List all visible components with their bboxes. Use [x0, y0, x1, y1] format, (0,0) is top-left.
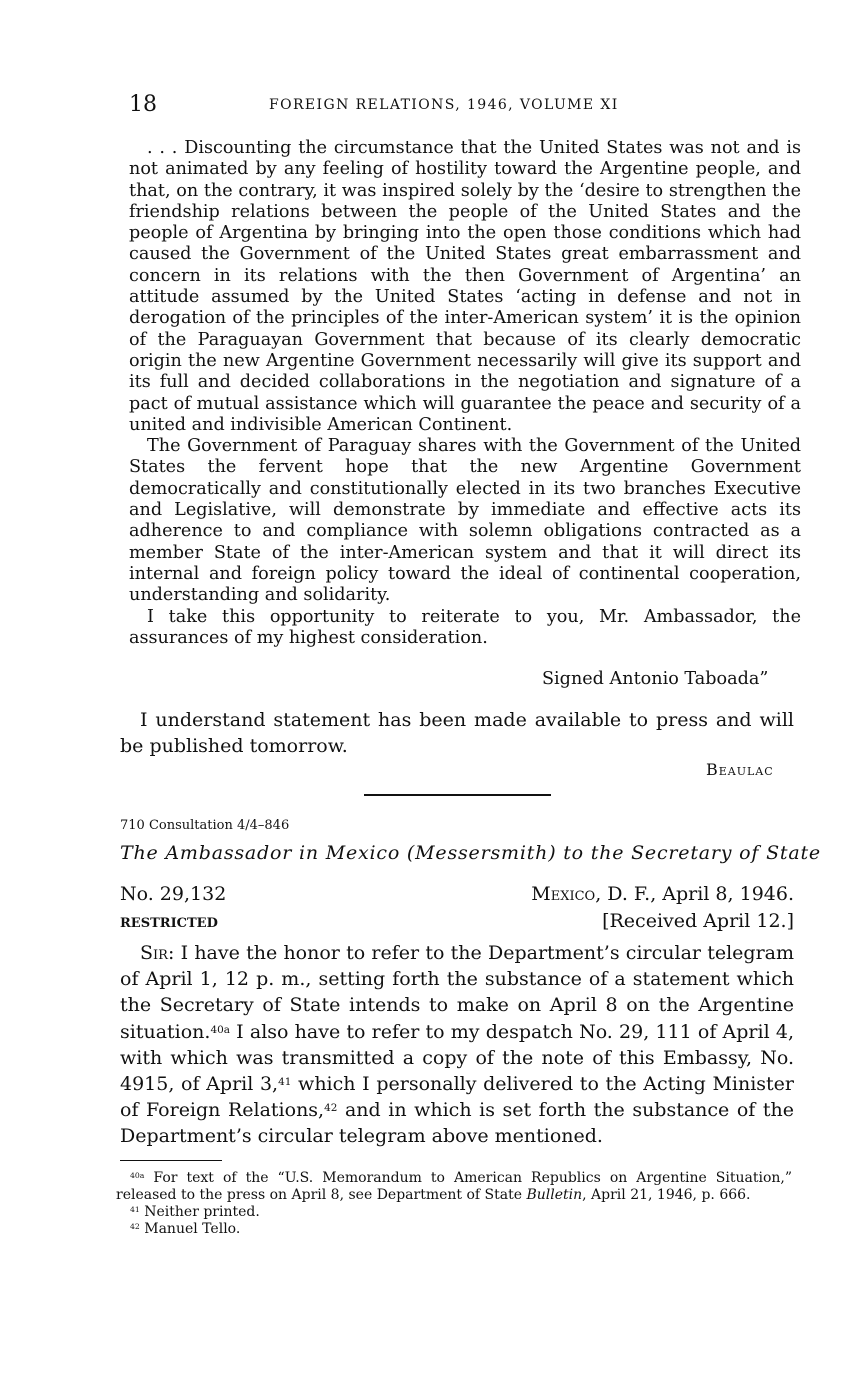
footnote-number: 41 — [130, 1205, 140, 1215]
footnote: $^{40a}$ For text of the “U.S. Memorandum to American Republics on Argentine Situation,” released to the press on April 8, see Department of State Bulletin, April 21, 1946, p. 666. — [116, 1170, 792, 1203]
footnote-divider — [120, 1160, 222, 1161]
footnote: $^{42}$ Manuel Tello. — [130, 1221, 241, 1237]
date: , D. F., April 8, 1946. — [595, 883, 794, 905]
sender-signoff: Beaulac — [706, 760, 774, 779]
footnote-ref: 41 — [278, 1075, 292, 1088]
place-date — [531, 883, 794, 905]
quote-paragraph: The Government of Paraguay shares with the Government of the United States the fervent hope that the new Argentine Government democratically and constitutionally elected in its two branches Executive and Legislative, will demonstrate by immediate and effective acts its adherence to and compliance with solemn obligations contracted as a member State of the inter-American system and that it will direct its internal and foreign policy toward the ideal of continental cooperation, understanding and solidarity. — [129, 436, 801, 606]
quote-signature: Signed Antonio Taboada” — [542, 669, 769, 689]
body-paragraph: Sir: I have the honor to refer to the Department’s circular telegram of April 1, 12 p. m., setting forth the substance of a statement which the Secretary of State intends to make on April 8 on the Argentine situation.$^{40a}$ I also have to refer to my despatch No. 29, 111 of April 4, with which was transmitted a copy of the note of this Embassy, No. 4915, of April 3,41 which I personally delivered to the Acting Minister of Foreign Relations,$^{42}$ and in which is set forth the substance of the Department’s circular telegram above mentioned. — [120, 942, 795, 1148]
document-number: No. 29,132 — [120, 883, 227, 905]
footnote-number: 40a — [130, 1171, 145, 1181]
footnote-number: 42 — [130, 1222, 140, 1232]
footnotes — [116, 1170, 792, 1238]
page-number: 18 — [129, 92, 157, 117]
running-head: FOREIGN RELATIONS, 1946, VOLUME XI — [269, 97, 619, 113]
place: Mexico — [531, 883, 596, 905]
document-reference: 710 Consultation 4/4–846 — [120, 818, 290, 833]
footnote-ref: 42 — [324, 1102, 338, 1114]
quoted-note — [129, 138, 801, 649]
publication-title: Bulletin — [526, 1187, 583, 1203]
footnote: $^{41}$ Neither printed. — [130, 1204, 260, 1220]
received-date: [Received April 12.] — [602, 910, 794, 932]
page-header — [129, 92, 669, 120]
classification-label: RESTRICTED — [120, 916, 218, 931]
statement-paragraph: I understand statement has been made available to press and will be published tomorrow. — [120, 709, 794, 757]
quote-paragraph: I take this opportunity to reiterate to you, Mr. Ambassador, the assurances of my highest consideration. — [129, 606, 801, 648]
document-title: The Ambassador in Mexico (Messersmith) to the Secretary of State — [120, 842, 821, 864]
section-divider — [364, 794, 551, 796]
quote-paragraph: . . . Discounting the circumstance that the United States was not and is not animated by any feeling of hostility toward the Argentine people, and that, on the contrary, it was inspired solely by the ‘desire to strengthen the friendship relations between the people of the United States and the people of Argentina by bringing into the open those conditions which had caused the Government of the United States great embarrassment and concern in its relations with the then Government of Argentina’ an attitude assumed by the United States ‘acting in defense and not in derogation of the principles of the inter-American system’ it is the opinion of the Paraguayan Government that because of its clearly democratic origin the new Argentine Government necessarily will give its support and its full and decided collaborations in the negotiation and signature of a pact of mutual assistance which will guarantee the peace and security of a united and indivisible American Continent. — [129, 138, 801, 435]
footnote-ref: 40a — [210, 1023, 230, 1036]
salutation: Sir — [140, 942, 168, 964]
